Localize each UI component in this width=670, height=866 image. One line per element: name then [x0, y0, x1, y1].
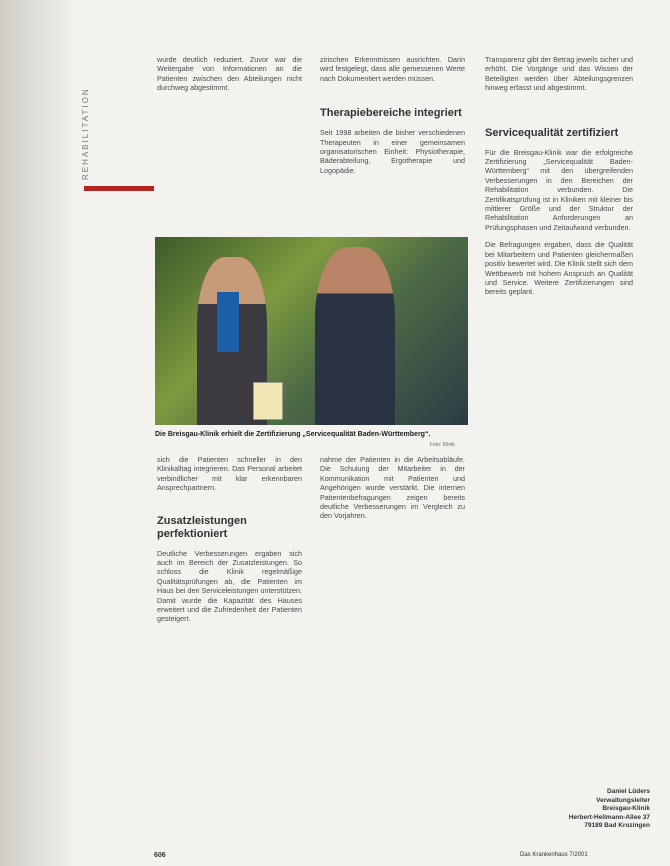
column-3-bottom-text: Die Befragungen ergaben, dass die Qualität bei Mitarbeitern und Patienten gleichermaßen positiv bewertet wird. Die Klinik stellt sich dem Wettbewerb mit hohem Anspruch an Qualität und Service. Weitere Zertifizierungen sind bereits geplant.: [485, 240, 633, 297]
heading-extra: Zusatzleistungen perfektioniert: [157, 514, 247, 540]
author-role: Verwaltungsleiter: [596, 796, 650, 804]
column-3: [485, 55, 633, 297]
heading-service: Servicequalität zertifiziert: [485, 126, 619, 139]
photo-caption: Die Breisgau-Klinik erhielt die Zertifizierung „Servicequalität Baden-Württemberg“.: [155, 431, 431, 438]
heading-therapy: Therapiebereiche integriert: [320, 107, 462, 120]
author-name: Daniel Lüders: [607, 788, 650, 795]
author-signature: [540, 788, 650, 831]
author-org: Breisgau-Klinik: [602, 805, 650, 812]
person-right: [315, 247, 395, 425]
section-label: REHABILITATION: [81, 87, 90, 180]
section-marker: [84, 186, 154, 191]
footer-source: Das Krankenhaus 7/2001: [520, 852, 588, 858]
author-city: 79189 Bad Krozingen: [584, 822, 650, 829]
column-1-top: [157, 55, 302, 93]
column-2-bottom: [320, 455, 465, 521]
column-2-top-text: zirischen Erkenntnissen ausrichten. Darin wird festgelegt, dass alle gemessenen Werte nach Dokumentiert werden müssen.: [320, 55, 465, 83]
column-1-bottom-text: sich die Patienten schneller in den Klinikalltag integrieren. Das Personal arbeitet verbindlicher mit klar erkennbaren Ansprechpartnern.: [157, 455, 302, 493]
column-1-bottom: [157, 455, 302, 624]
service-text: Für die Breisgau-Klinik war die erfolgreiche Zertifizierung „Servicequalität Baden-Württemberg“ mit den übergreifenden Verbesserungen in den Bereichen der Rehabilitation verbunden. Die Zertifikatsprüfung ist in Kliniken mit kleiner bis mittlerer Größe und der Struktur der Rehabilitation Anforderungen an Prüfungsphasen und Zeitaufwand verbunden.: [485, 147, 633, 232]
column-2-top: [320, 55, 465, 175]
page-spine: [0, 0, 72, 866]
person-left-tie: [217, 292, 239, 352]
author-street: Herbert-Hellmann-Allee 37: [568, 813, 650, 821]
photo-credit: Foto: Klinik: [430, 442, 455, 448]
extra-text: Deutliche Verbesserungen ergaben sich auch im Bereich der Zusatzleistungen. So schloss die Klinik regelmäßige Qualitätsprüfungen ab, die Patienten im Haus bei den Serviceleistungen unterstützen. Damit wurde die Kapazität des Hauses erweitert und die Zufriedenheit der Patienten gesteigert.: [157, 548, 302, 624]
therapy-text: Seit 1998 arbeiten die bisher verschiedenen Therapeuten in einer gemeinsamen organisatorischen Einheit: Physiotherapie, Bäderabteilung, Ergotherapie und Logopädie.: [320, 128, 465, 175]
page-number: 606: [154, 852, 166, 859]
column-1-top-text: wurde deutlich reduziert. Zuvor war die Weitergabe von Informationen an die Patienten zwischen den Abteilungen nicht durchweg abgestimmt.: [157, 55, 302, 93]
column-2-bottom-text: nahme der Patienten in die Arbeitsabläufe. Die Schulung der Mitarbeiter in der Kommunikation mit Patienten und Angehörigen wurde verstärkt. Die internen Patientenbefragungen zeigen bereits deutliche Verbesserungen im Vergleich zu den Vorjahren.: [320, 455, 465, 521]
award-photo: [155, 237, 468, 425]
certificate-icon: [253, 382, 283, 420]
column-3-top-text: Transparenz gibt der Betrag jeweils sicher und erhöht. Die Vorgänge und das Wissen der Beteiligten werden über Abteilungsgrenzen hinweg erfasst und abgestimmt.: [485, 55, 633, 93]
